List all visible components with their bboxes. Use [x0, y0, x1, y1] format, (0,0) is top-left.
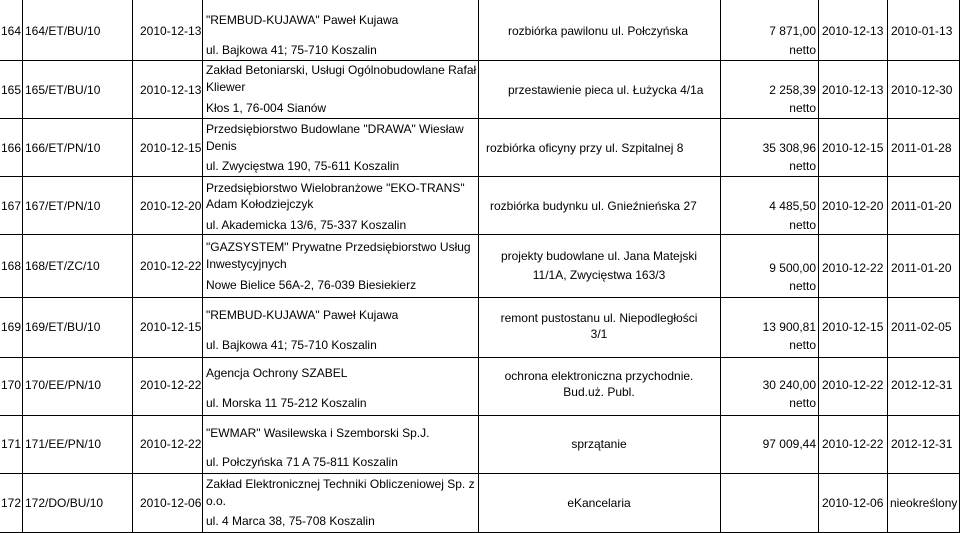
- contractor-line: "GAZSYSTEM" Prywatne Przedsiębiorstwo Usług: [206, 240, 471, 254]
- contractor-line: ul. 4 Marca 38, 75-708 Koszalin: [206, 514, 375, 528]
- subject-line: rozbiórka pawilonu ul. Połczyńska: [508, 24, 689, 38]
- contractor-line: Zakład Betoniarski, Usługi Ogólnobudowlane Rafał: [206, 63, 477, 77]
- start-date: 2010-12-20: [822, 199, 884, 213]
- contractor-line: ul. Zwycięstwa 190, 75-611 Koszalin: [206, 159, 400, 173]
- row-divider: [0, 297, 960, 298]
- row-signature: 168/ET/ZC/10: [25, 259, 100, 273]
- row-number: 169: [1, 320, 22, 334]
- row-date: 2010-12-22: [140, 437, 202, 451]
- row-date: 2010-12-22: [140, 378, 202, 392]
- row-divider: [0, 473, 960, 474]
- row-number: 167: [1, 199, 22, 213]
- end-date: 2012-12-31: [891, 378, 953, 392]
- column-divider: [887, 0, 888, 533]
- start-date: 2010-12-13: [822, 24, 884, 38]
- row-signature: 164/ET/BU/10: [25, 24, 101, 38]
- contractor-line: Nowe Bielice 56A-2, 76-039 Biesiekierz: [206, 278, 417, 292]
- amount-note: netto: [789, 159, 816, 173]
- row-number: 170: [1, 378, 22, 392]
- subject-line: przestawienie pieca ul. Łużycka 4/1a: [508, 83, 704, 97]
- subject-line: rozbiórka budynku ul. Gnieźnieńska 27: [490, 199, 697, 213]
- subject-line: remont pustostanu ul. Niepodległości: [500, 311, 698, 325]
- row-date: 2010-12-15: [140, 141, 202, 155]
- row-divider: [0, 415, 960, 416]
- subject-line: 11/1A, Zwycięstwa 163/3: [532, 268, 666, 282]
- row-number: 168: [1, 259, 22, 273]
- row-date: 2010-12-15: [140, 320, 202, 334]
- amount: 30 240,00: [762, 378, 816, 392]
- row-divider: [0, 118, 960, 119]
- end-date: 2011-01-20: [891, 261, 952, 275]
- column-divider: [478, 0, 479, 533]
- contractor-line: Kliewer: [206, 80, 246, 94]
- row-signature: 166/ET/PN/10: [25, 141, 101, 155]
- row-number: 165: [1, 83, 22, 97]
- start-date: 2010-12-22: [822, 378, 884, 392]
- row-signature: 170/EE/PN/10: [25, 378, 102, 392]
- column-divider: [818, 0, 819, 533]
- row-number: 171: [1, 437, 22, 451]
- row-date: 2010-12-20: [140, 199, 202, 213]
- contractor-line: Adam Kołodziejczyk: [206, 197, 314, 211]
- row-signature: 167/ET/PN/10: [25, 199, 101, 213]
- subject-line: eKancelaria: [567, 496, 631, 510]
- contractor-line: Kłos 1, 76-004 Sianów: [206, 101, 327, 115]
- contractor-line: ul. Morska 11 75-212 Koszalin: [206, 396, 367, 410]
- contractor-line: ul. Połczyńska 71 A 75-811 Koszalin: [206, 455, 398, 469]
- contractor-line: Denis: [206, 139, 237, 153]
- amount-note: netto: [789, 218, 816, 232]
- end-date: 2010-12-30: [891, 83, 953, 97]
- column-divider: [202, 0, 203, 533]
- row-signature: 165/ET/BU/10: [25, 83, 101, 97]
- row-signature: 171/EE/PN/10: [25, 437, 102, 451]
- end-date: 2011-01-28: [891, 141, 952, 155]
- row-date: 2010-12-22: [140, 259, 202, 273]
- contractor-line: "REMBUD-KUJAWA" Paweł Kujawa: [206, 308, 399, 322]
- amount: 4 485,50: [769, 199, 816, 213]
- contractor-line: Przedsiębiorstwo Wielobranżowe "EKO-TRANS": [206, 181, 465, 195]
- amount-note: netto: [789, 43, 816, 57]
- subject-line: sprzątanie: [571, 437, 627, 451]
- amount-note: netto: [789, 338, 816, 352]
- contractor-line: o.o.: [206, 494, 227, 508]
- row-signature: 172/DO/BU/10: [25, 496, 104, 510]
- amount: 7 871,00: [769, 24, 816, 38]
- contractor-line: "EWMAR" Wasilewska i Szemborski Sp.J.: [206, 426, 430, 440]
- contractor-line: "REMBUD-KUJAWA" Paweł Kujawa: [206, 13, 399, 27]
- subject-line: ochrona elektroniczna przychodnie.: [504, 369, 694, 383]
- row-number: 164: [1, 24, 22, 38]
- start-date: 2010-12-15: [822, 320, 884, 334]
- contractor-line: Agencja Ochrony SZABEL: [206, 366, 348, 380]
- row-number: 166: [1, 141, 22, 155]
- subject-line: projekty budowlane ul. Jana Matejski: [500, 249, 698, 263]
- row-number: 172: [1, 496, 22, 510]
- amount-note: netto: [789, 279, 816, 293]
- subject-line: rozbiórka oficyny przy ul. Szpitalnej 8: [486, 141, 684, 155]
- column-divider: [132, 0, 133, 533]
- subject-line: 3/1: [590, 327, 608, 341]
- row-divider: [0, 357, 960, 358]
- contractor-line: ul. Bajkowa 41; 75-710 Koszalin: [206, 43, 377, 57]
- start-date: 2010-12-15: [822, 141, 884, 155]
- end-date: 2012-12-31: [891, 437, 953, 451]
- end-date: nieokreślony: [890, 496, 958, 510]
- end-date: 2011-02-05: [891, 320, 952, 334]
- subject-line: Bud.uż. Publ.: [563, 385, 635, 399]
- amount-note: netto: [789, 101, 816, 115]
- start-date: 2010-12-22: [822, 261, 884, 275]
- row-divider: [0, 234, 960, 235]
- row-signature: 169/ET/BU/10: [25, 320, 101, 334]
- amount: 35 308,96: [762, 141, 816, 155]
- end-date: 2011-01-20: [891, 199, 952, 213]
- contractor-line: Inwestycyjnych: [206, 257, 287, 271]
- start-date: 2010-12-13: [822, 83, 884, 97]
- amount: 97 009,44: [762, 437, 816, 451]
- row-date: 2010-12-13: [140, 83, 202, 97]
- amount: 9 500,00: [769, 261, 816, 275]
- contractor-line: Zakład Elektronicznej Techniki Obliczeniowej Sp. z: [206, 477, 475, 491]
- start-date: 2010-12-06: [822, 496, 884, 510]
- row-divider: [0, 60, 960, 61]
- amount: 13 900,81: [762, 320, 816, 334]
- amount: 2 258,39: [769, 83, 816, 97]
- contractor-line: ul. Bajkowa 41; 75-710 Koszalin: [206, 338, 377, 352]
- start-date: 2010-12-22: [822, 437, 884, 451]
- row-divider: [0, 176, 960, 177]
- column-divider: [22, 0, 23, 533]
- row-date: 2010-12-06: [140, 496, 202, 510]
- contractor-line: Przedsiębiorstwo Budowlane "DRAWA" Wiesław: [206, 122, 464, 136]
- contractor-line: ul. Akademicka 13/6, 75-337 Koszalin: [206, 218, 407, 232]
- end-date: 2010-01-13: [891, 24, 953, 38]
- row-date: 2010-12-13: [140, 24, 202, 38]
- amount-note: netto: [789, 396, 816, 410]
